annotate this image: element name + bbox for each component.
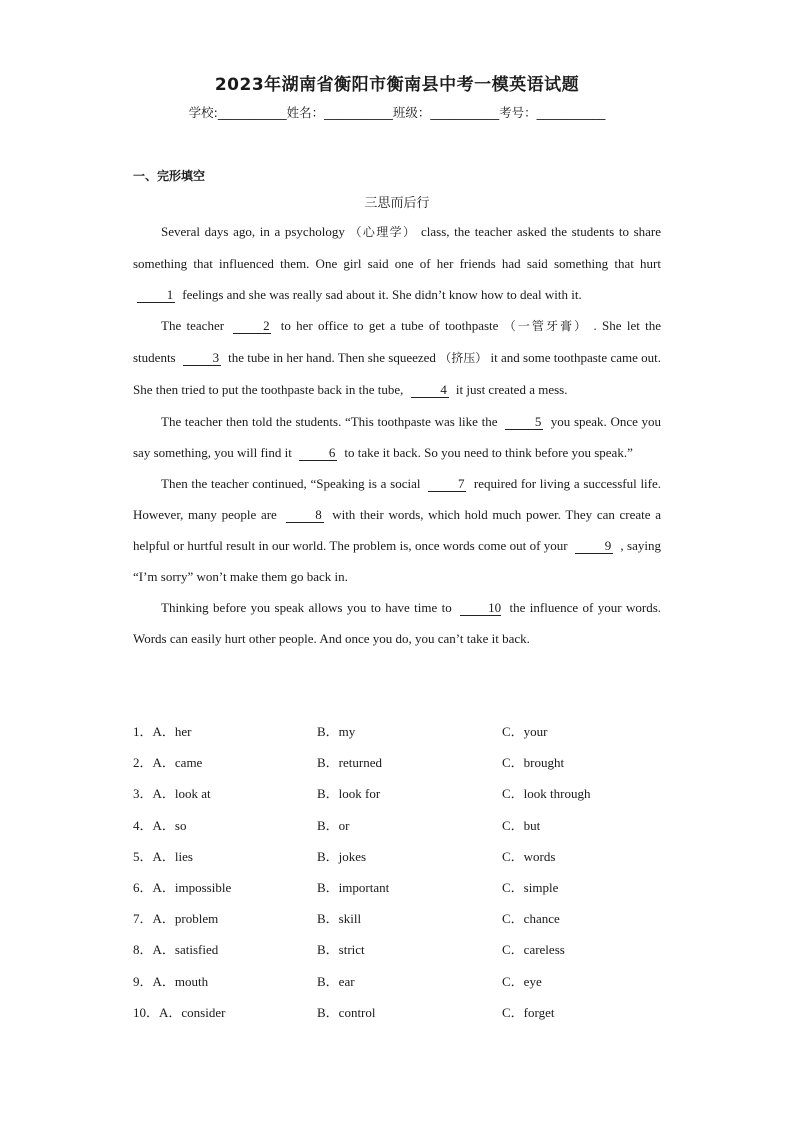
passage-text: the influence of your words. Words can easily hurt other people. And once you do, you can’t take it back. — [133, 600, 662, 647]
option-c[interactable]: C．forget — [502, 1004, 555, 1020]
passage-paragraph — [133, 592, 661, 654]
section-heading: 一、完形填空 — [133, 169, 206, 183]
option-a[interactable]: A．consider — [159, 1004, 226, 1020]
passage-paragraph — [133, 468, 661, 592]
question-number-and-option-a — [133, 903, 218, 934]
info-field-blank[interactable]: ___________ — [324, 105, 393, 120]
question-number: 7． — [133, 911, 153, 927]
question-row — [133, 934, 693, 965]
passage-text: it and some toothpaste came out. She then tried to put the toothpaste back in the tube, — [133, 350, 661, 398]
blank-3: 3 — [183, 351, 221, 366]
cloze-passage — [133, 216, 661, 654]
option-c[interactable]: C．brought — [502, 755, 565, 771]
passage-text: class, the teacher asked the students to share something that influenced them. One girl said one of her friends had said something that hurt — [133, 224, 662, 272]
question-number: 3． — [133, 786, 153, 802]
option-a[interactable]: A．look at — [152, 786, 211, 802]
blank-8: 8 — [286, 508, 324, 523]
option-c[interactable]: C．but — [502, 817, 541, 833]
question-number: 8． — [133, 942, 153, 958]
passage-paragraph — [133, 406, 661, 468]
question-number-and-option-a — [133, 810, 186, 841]
blank-6: 6 — [299, 446, 337, 461]
question-number-and-option-a — [133, 841, 193, 872]
option-a[interactable]: A．lies — [152, 848, 193, 864]
question-number-and-option-a — [133, 966, 208, 997]
question-row — [133, 716, 693, 747]
question-number: 1． — [133, 724, 153, 739]
passage-text: , saying “I’m sorry” won’t make them go back in. — [133, 537, 661, 585]
question-number-and-option-a — [133, 778, 211, 809]
option-a[interactable]: A．impossible — [152, 879, 232, 895]
question-number-and-option-a — [133, 716, 192, 747]
option-c[interactable]: C．your — [502, 724, 548, 739]
question-number-and-option-a — [133, 997, 225, 1028]
info-field-blank[interactable]: ___________ — [536, 105, 606, 120]
question-row — [133, 778, 693, 809]
question-row — [133, 841, 693, 872]
info-field-label: 姓名： — [286, 105, 325, 120]
question-number-and-option-a — [133, 747, 202, 778]
passage-text: it just created a mess. — [455, 382, 568, 398]
blank-10: 10 — [460, 601, 501, 616]
question-number-and-option-a — [133, 872, 231, 903]
question-number: 4． — [133, 817, 153, 833]
option-c[interactable]: C．eye — [502, 973, 542, 989]
question-row — [133, 966, 693, 997]
option-a[interactable]: A．problem — [152, 911, 219, 927]
question-row — [133, 810, 693, 841]
passage-text: to her office to get a tube of toothpaste — [280, 318, 499, 334]
passage-paragraph — [133, 216, 661, 310]
passage-text: The teacher — [161, 318, 225, 334]
question-number: 9． — [133, 973, 153, 989]
student-info-row — [0, 103, 794, 121]
info-field-blank[interactable]: ___________ — [217, 105, 287, 120]
option-b[interactable]: B．my — [317, 724, 356, 739]
question-row — [133, 872, 693, 903]
info-field — [189, 103, 287, 121]
passage-text: （一管牙膏） — [503, 319, 589, 334]
option-a[interactable]: A．her — [152, 724, 192, 739]
option-c[interactable]: C．chance — [502, 911, 560, 927]
question-row — [133, 903, 693, 934]
option-b[interactable]: B．returned — [317, 755, 382, 771]
option-a[interactable]: A．so — [152, 817, 187, 833]
option-b[interactable]: B．important — [317, 879, 390, 895]
question-number: 6． — [133, 879, 153, 895]
info-field — [499, 103, 605, 121]
blank-9: 9 — [575, 539, 613, 554]
option-b[interactable]: B．or — [317, 817, 350, 833]
question-number: 5． — [133, 848, 153, 864]
passage-text: required for living a successful life. However, many people are — [133, 475, 662, 522]
passage-text: . She let the students — [133, 318, 662, 366]
answer-options — [133, 716, 693, 1028]
passage-text: feelings and she was really sad about it. She didn’t know how to deal with it. — [182, 287, 582, 303]
passage-title: 三思而后行 — [364, 196, 430, 211]
passage-text: Then the teacher continued, “Speaking is a social — [161, 475, 421, 491]
info-field — [393, 103, 499, 121]
passage-text: Thinking before you speak allows you to have time to — [161, 600, 452, 616]
info-field-label: 班级： — [392, 105, 431, 120]
passage-text: （挤压） — [439, 351, 488, 366]
blank-5: 5 — [505, 415, 543, 430]
option-c[interactable]: C．look through — [502, 786, 591, 802]
passage-text: the tube in her hand. Then she squeezed — [228, 350, 436, 366]
option-b[interactable]: B．strict — [317, 942, 365, 958]
question-number-and-option-a — [133, 934, 218, 965]
question-row — [133, 747, 693, 778]
question-row — [133, 997, 693, 1028]
option-b[interactable]: B．skill — [317, 911, 362, 927]
option-b[interactable]: B．look for — [317, 786, 381, 802]
option-a[interactable]: A．came — [152, 755, 203, 771]
option-b[interactable]: B．jokes — [317, 848, 367, 864]
blank-7: 7 — [428, 477, 466, 492]
info-field-label: 学校: — [188, 105, 218, 120]
question-number: 10． — [133, 1004, 160, 1020]
info-field-label: 考号： — [499, 105, 537, 120]
option-c[interactable]: C．simple — [502, 879, 559, 895]
passage-text: you speak. Once you say something, you will find it — [133, 413, 662, 460]
blank-2: 2 — [233, 319, 271, 334]
info-field — [287, 103, 393, 121]
passage-text: to take it back. So you need to think before you speak.” — [344, 444, 633, 460]
passage-text: The teacher then told the students. “This toothpaste was like the — [161, 413, 498, 429]
passage-paragraph — [133, 310, 661, 405]
option-b[interactable]: B．control — [317, 1004, 376, 1020]
question-number: 2． — [133, 755, 153, 771]
passage-text: with their words, which hold much power. They can create a helpful or hurtful result in our world. The problem is, once words come out of your — [133, 506, 662, 553]
passage-text: Several days ago, in a psychology — [161, 224, 345, 239]
option-c[interactable]: C．careless — [502, 942, 565, 958]
page-title: 2023年湖南省衡阳市衡南县中考一模英语试题 — [214, 75, 580, 95]
info-field-blank[interactable]: ___________ — [430, 105, 500, 120]
passage-text: （心理学） — [349, 225, 417, 239]
blank-1: 1 — [137, 288, 175, 303]
option-c[interactable]: C．words — [502, 848, 556, 864]
option-a[interactable]: A．satisfied — [152, 942, 219, 958]
option-a[interactable]: A．mouth — [152, 973, 209, 989]
option-b[interactable]: B．ear — [317, 973, 355, 989]
blank-4: 4 — [411, 383, 449, 398]
